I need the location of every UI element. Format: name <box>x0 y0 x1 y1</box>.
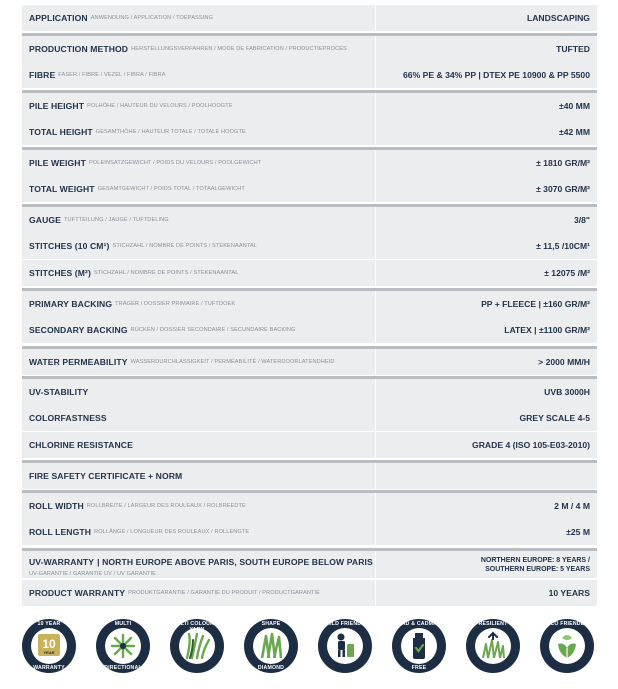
row-value: PP + FLEECE | ±160 GR/M² <box>481 299 590 309</box>
table-row <box>22 405 597 431</box>
table-row <box>22 33 597 62</box>
table-row <box>22 460 597 489</box>
row-label: PILE WEIGHT <box>29 158 86 168</box>
badge-eco-friendly: ECO FRIENDLY <box>540 619 594 673</box>
row-sub-label: TRÄGER / DOSSIER PRIMAIRE / TUFTDOEK <box>115 301 236 307</box>
row-label: ROLL LENGTH <box>29 527 92 537</box>
row-label: UV-STABILITY <box>29 387 89 397</box>
badge-multi-coloured-yarn: MULTI COLOURED <box>170 619 224 673</box>
table-row <box>22 346 597 375</box>
row-label: PRODUCTION METHOD <box>29 44 129 54</box>
diamond-shape-icon <box>253 628 289 664</box>
warranty-10-icon <box>31 628 67 664</box>
row-label: PRIMARY BACKING <box>29 299 113 309</box>
row-label: PRODUCT WARRANTY <box>29 588 126 598</box>
table-row <box>22 519 597 545</box>
row-label: FIBRE <box>29 70 56 80</box>
row-sub-label: GESAMTGEWICHT / POIDS TOTAL / TOTAALGEWICHT <box>97 186 245 192</box>
table-row <box>22 233 597 259</box>
table-row <box>22 548 597 578</box>
row-label: STITCHES (M²) <box>29 268 91 278</box>
badge-diamond-shape: SHAPE DIAMOND <box>244 619 298 673</box>
row-sub-label: ROLLÄNGE / LONGUEUR DES ROULEAUX / ROLLENGTE <box>94 529 250 535</box>
table-row <box>22 62 597 88</box>
row-value-line1: NORTHERN EUROPE: 8 YEARS / <box>480 556 590 564</box>
row-sub-label: GESAMTHÖHE / HAUTEUR TOTALE / TOTALE HOOGTE <box>95 129 246 135</box>
row-sub-label: ANWENDUNG / APPLICATION / TOEPASSING <box>90 15 213 21</box>
table-row <box>22 317 597 343</box>
row-value: ±25 M <box>566 527 590 537</box>
row-value: GREY SCALE 4-5 <box>519 413 590 423</box>
row-value-line2: SOUTHERN EUROPE: 5 YEARS <box>485 565 590 573</box>
row-value: ±40 MM <box>559 101 590 111</box>
badge-multi-directional: MULTI DIRECTIONAL <box>96 619 150 673</box>
row-value: 66% PE & 34% PP | DTEX PE 10900 & PP 5500 <box>403 70 590 80</box>
row-value: GRADE 4 (ISO 105-E03-2010) <box>472 440 590 450</box>
row-label: PILE HEIGHT <box>29 101 85 111</box>
row-sub-label: RÜCKEN / DOSSIER SECONDAIRE / SECUNDAIRE BACKING <box>130 327 296 333</box>
row-label: TOTAL WEIGHT <box>29 184 95 194</box>
badge-10-year-warranty: 10 YEAR 10 YEAR WARRANTY <box>22 619 76 673</box>
row-label: COLORFASTNESS <box>29 413 107 423</box>
row-label: WATER PERMEABILITY <box>29 357 128 367</box>
child-friendly-icon <box>327 628 363 664</box>
row-value: 3/8" <box>573 215 590 225</box>
row-sub-label: STICHZAHL / NOMBRE DE POINTS / STEKENAANTAL <box>93 270 239 276</box>
table-row <box>22 260 597 286</box>
table-row <box>22 5 597 31</box>
row-sub-label: FASER / FIBRE / VEZEL / FIBRA / FIBRA <box>58 72 166 78</box>
row-value: ± 11,5 /10CM¹ <box>536 241 590 251</box>
warranty-caption: YEAR <box>43 650 55 655</box>
row-label: TOTAL HEIGHT <box>29 127 93 137</box>
row-sub-label: HERSTELLUNGSVERFAHREN / MODE DE FABRICATION / PRODUCTIEPROCES <box>131 46 347 52</box>
row-label: APPLICATION <box>29 13 88 23</box>
badge-lead-cadmium-free: LEAD & CADMIUM FREE <box>392 619 446 673</box>
table-row <box>22 176 597 202</box>
row-sub-label: TUFTTEILUNG / JAUGE / TUFTDELING <box>64 217 169 223</box>
badge-child-friendly: CHILD FRIENDLY <box>318 619 372 673</box>
table-row <box>22 376 597 405</box>
table-row <box>22 147 597 176</box>
row-label: ROLL WIDTH <box>29 501 84 511</box>
row-label: FIRE SAFETY CERTIFICATE + NORM <box>29 471 183 481</box>
row-value: TUFTED <box>556 44 590 54</box>
row-sub-label: WASSERDURCHLASSIGKEIT / PERMÉABILITÉ / WATERDOORLATENDHEID <box>130 359 335 365</box>
table-row <box>22 580 597 606</box>
row-value: ± 3070 GR/M² <box>536 184 590 194</box>
row-sub-label: ROLLBREITE / LARGEUR DES ROULEAUX / ROLBREEDTE <box>86 503 246 509</box>
row-label: SECONDARY BACKING <box>29 325 128 335</box>
row-label: UV-WARRANTY <box>29 557 95 567</box>
feature-badges <box>22 619 597 675</box>
table-row <box>22 204 597 233</box>
row-inline-note: | NORTH EUROPE ABOVE PARIS, SOUTH EUROPE BELOW PARIS <box>97 557 373 567</box>
row-sub-label: PRODUKTGARANTIE / GARANTIE DU PRODUIT / PRODUCTGARANTIE <box>128 590 321 596</box>
table-row <box>22 288 597 317</box>
eco-friendly-icon <box>549 628 585 664</box>
row-sub-label: STICHZAHL / NOMBRE DE POINTS / STEKENAANTAL <box>112 243 257 249</box>
row-value: ±42 MM <box>559 127 590 137</box>
row-sub-label: UV-GARANTIE / GARANTIE UV / UV GARANTIE <box>29 571 156 577</box>
row-value <box>376 463 597 489</box>
table-row <box>22 119 597 145</box>
row-value: 10 YEARS <box>548 588 590 598</box>
row-sub-label: POLHÖHE / HAUTEUR DU VELOURS / POOLHOOGTE <box>87 103 233 109</box>
row-value: LATEX | ±1100 GR/M² <box>504 325 590 335</box>
row-value: ± 12075 /M² <box>544 268 590 278</box>
table-row <box>22 432 597 458</box>
row-label: STITCHES (10 CM¹) <box>29 241 110 251</box>
row-sub-label: POLEINSATZGEWICHT / POIDS DU VELOURS / POOLGEWICHT <box>88 160 262 166</box>
multi-directional-icon <box>105 628 141 664</box>
row-value: 2 M / 4 M <box>554 501 590 511</box>
warranty-number: 10 <box>42 637 56 651</box>
multi-coloured-yarn-icon <box>179 628 215 664</box>
row-value: LANDSCAPING <box>526 13 590 23</box>
table-row <box>22 90 597 119</box>
row-value: UVB 3000H <box>544 387 590 397</box>
row-value: ± 1810 GR/M² <box>536 158 590 168</box>
resilient-icon <box>475 628 511 664</box>
row-value: > 2000 MM/H <box>538 357 590 367</box>
row-label: GAUGE <box>29 215 62 225</box>
lead-cadmium-free-icon <box>401 628 437 664</box>
row-label: CHLORINE RESISTANCE <box>29 440 133 450</box>
table-row <box>22 490 597 519</box>
badge-resilient: RESILIENT <box>466 619 520 673</box>
